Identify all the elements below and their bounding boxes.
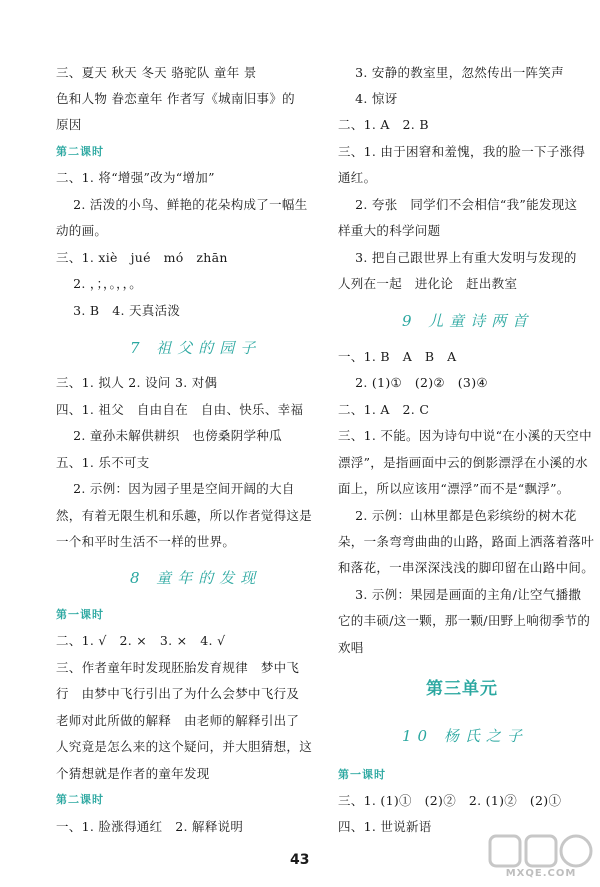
section-subheading: 第一课时 [56,608,104,621]
answer-line: 四、1. 世说新语 [338,819,432,834]
section-subheading: 第一课时 [338,768,386,781]
answer-line: 五、1. 乐不可支 [56,455,150,470]
answer-line: 2. 活泼的小鸟、鲜艳的花朵构成了一幅生 [56,197,308,212]
answer-line: 三、1. (1)① (2)② 2. (1)② (2)① [338,793,562,808]
answer-line: 人列在一起 进化论 赶出教室 [338,276,518,291]
lesson-title: 10 杨氏之子 [402,727,528,745]
answer-line: 色和人物 眷恋童年 作者写《城南旧事》的 [56,91,295,106]
answer-line: 一、1. B A B A [338,349,457,364]
lesson-title: 8 童年的发现 [130,569,262,587]
answer-line: 2. 示例：山林里都是色彩缤纷的树木花 [338,508,577,523]
answer-line: 2. 示例：因为园子里是空间开阔的大自 [56,481,295,496]
answer-line: 三、1. 由于困窘和羞愧，我的脸一下子涨得 [338,144,586,159]
unit-heading: 第三单元 [426,679,498,699]
answer-line: 3. B 4. 天真活泼 [56,303,181,318]
answer-line: 老师对此所做的解释 由老师的解释引出了 [56,713,300,728]
answer-line: 它的丰硕/这一颗，那一颗/田野上响彻季节的 [338,613,591,628]
answer-line: 二、1. √ 2. × 3. × 4. √ [56,633,226,648]
answer-line: 3. 安静的教室里，忽然传出一阵笑声 [338,65,564,80]
answer-line: 一个和平时生活不一样的世界。 [56,534,236,549]
answer-line: 样重大的科学问题 [338,223,441,238]
answer-line: 2. ，；，。，，。 [56,276,142,291]
answer-line: 人究竟是怎么来的这个疑问，并大胆猜想，这 [56,739,313,754]
answer-line: 然，有着无限生机和乐趣，所以作者觉得这是 [56,508,313,523]
answer-line: 二、1. A 2. B [338,117,429,132]
answer-line: 面上，所以应该用“漂浮”而不是“飘浮”。 [338,481,570,496]
page-number: 43 [290,852,310,868]
answer-line: 和落花，一串深深浅浅的脚印留在山路中间。 [338,560,595,575]
watermark-icon [488,832,594,872]
lesson-title: 7 祖父的园子 [130,339,262,357]
answer-line: 三、1. 不能。因为诗句中说“在小溪的天空中 [338,428,592,443]
answer-line: 4. 惊讶 [338,91,398,106]
answer-line: 二、1. 将“增强”改为“增加” [56,170,215,185]
answer-line: 三、夏天 秋天 冬天 骆驼队 童年 景 [56,65,257,80]
answer-line: 行 由梦中飞行引出了为什么会梦中飞行及 [56,686,300,701]
answer-line: 2. 童孙未解供耕织 也傍桑阴学种瓜 [56,428,282,443]
answer-line: 一、1. 脸涨得通红 2. 解释说明 [56,819,244,834]
answer-line: 四、1. 祖父 自由自在 自由、快乐、幸福 [56,402,304,417]
answer-line: 朵，一条弯弯曲曲的山路，路面上洒落着落叶 [338,534,595,549]
answer-line: 动的画。 [56,223,108,238]
answer-line: 欢唱 [338,640,364,655]
answer-line: 漂浮”，是指画面中云的倒影漂浮在小溪的水 [338,455,588,470]
answer-line: 三、作者童年时发现胚胎发育规律 梦中飞 [56,660,300,675]
watermark-text: MXQE.COM [505,868,577,879]
answer-line: 个猜想就是作者的童年发现 [56,766,210,781]
answer-line: 二、1. A 2. C [338,402,430,417]
answer-line: 3. 把自己跟世界上有重大发明与发现的 [338,250,577,265]
answer-line: 2. 夸张 同学们不会相信“我”能发现这 [338,197,578,212]
answer-line: 三、1. 拟人 2. 设问 3. 对偶 [56,375,218,390]
section-subheading: 第二课时 [56,793,104,806]
answer-line: 原因 [56,117,82,132]
answer-line: 三、1. xiè jué mó zhān [56,250,228,265]
lesson-title: 9 儿童诗两首 [402,312,534,330]
answer-line: 2. (1)① (2)② (3)④ [338,375,488,390]
answer-line: 通红。 [338,170,377,185]
watermark-logo [488,832,594,884]
section-subheading: 第二课时 [56,145,104,158]
answer-line: 3. 示例：果园是画面的主角/让空气播撒 [338,587,582,602]
